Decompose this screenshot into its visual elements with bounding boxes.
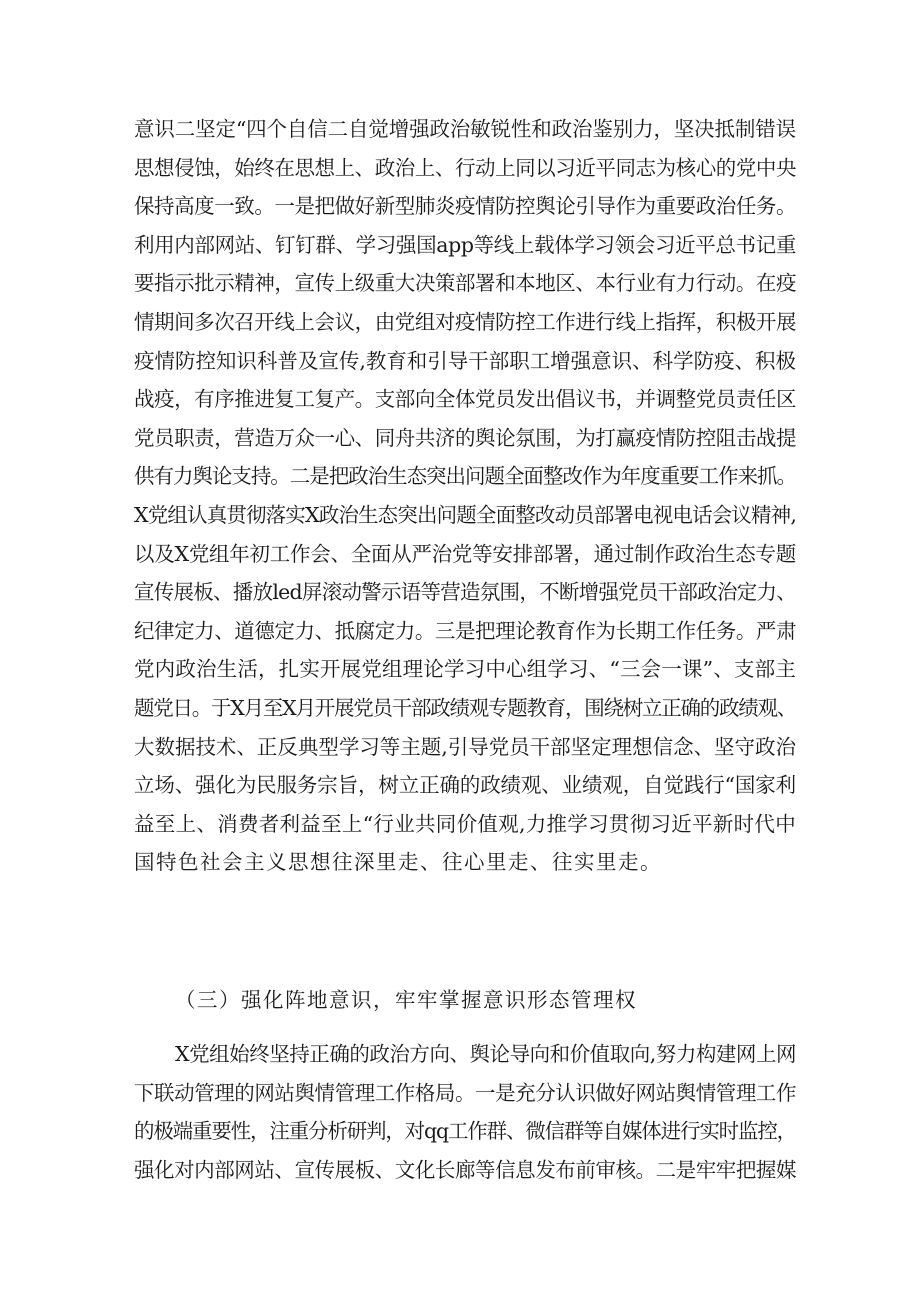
text-line: 宣传展板、播放led屏滚动警示语等营造氛围，不断增强党员干部政治定力、 <box>134 580 796 605</box>
text-line: 保持高度一致。一是把做好新型肺炎疫情防控舆论引导作为重要政治任务。 <box>134 194 796 219</box>
text-line: 的极端重要性，注重分析研判，对qq工作群、微信群等自媒体进行实时监控， <box>134 1119 796 1144</box>
text-line: 下联动管理的网站舆情管理工作格局。一是充分认识做好网站舆情管理工作 <box>134 1080 796 1105</box>
text-line: 利用内部网站、钉钉群、学习强国app等线上载体学习领会习近平总书记重 <box>134 232 796 257</box>
text-line: 战疫，有序推进复工复产。支部向全体党员发出倡议书，并调整党员责任区 <box>134 387 796 412</box>
text-line: 纪律定力、道德定力、抵腐定力。三是把理论教育作为长期工作任务。严肃 <box>134 618 796 643</box>
text-line: 疫情防控知识科普及宣传,教育和引导干部职工增强意识、科学防疫、积极 <box>134 348 796 373</box>
text-line: 以及X党组年初工作会、全面从严治党等安排部署，通过制作政治生态专题 <box>134 541 796 566</box>
text-line: X党组始终坚持正确的政治方向、舆论导向和价值取向,努力构建网上网 <box>175 1042 796 1066</box>
text-line: 情期间多次召开线上会议，由党组对疫情防控工作进行线上指挥，积极开展 <box>134 309 796 334</box>
section-heading-text: （三）强化阵地意识，牢牢掌握意识形态管理权 <box>175 988 637 1012</box>
text-line: 供有力舆论支持。二是把政治生态突出问题全面整改作为年度重要工作来抓。 <box>134 464 796 489</box>
text-line: 意识二坚定“四个自信二自觉增强政治敏锐性和政治鉴别力，坚决抵制错误 <box>134 117 796 141</box>
text-line: X党组认真贯彻落实X政治生态突出问题全面整改动员部署电视电话会议精神, <box>134 502 797 527</box>
text-line: 题党日。于X月至X月开展党员干部政绩观专题教育，围绕树立正确的政绩观、 <box>134 695 796 720</box>
paragraph-political-awareness <box>134 110 796 882</box>
text-line: 党员职责，营造万众一心、同舟共济的舆论氛围，为打赢疫情防控阻击战提 <box>134 425 796 450</box>
text-line: 立场、强化为民服务宗旨，树立正确的政绩观、业绩观，自觉践行“国家利 <box>134 773 796 798</box>
section-heading <box>134 981 796 1020</box>
paragraph-position-awareness <box>134 1035 796 1189</box>
text-line: 要指示批示精神，宣传上级重大决策部署和本地区、本行业有力行动。在疫 <box>134 271 796 296</box>
text-line: 强化对内部网站、宣传展板、文化长廊等信息发布前审核。二是牢牢把握媒 <box>134 1157 796 1182</box>
text-line: 益至上、消费者利益至上“行业共同价值观,力推学习贯彻习近平新时代中 <box>134 811 796 836</box>
text-line: 思想侵蚀，始终在思想上、政治上、行动上同以习近平同志为核心的党中央 <box>134 155 796 180</box>
text-line: 国特色社会主义思想往深里走、往心里走、往实里走。 <box>134 850 662 875</box>
text-line: 大数据技术、正反典型学习等主题,引导党员干部坚定理想信念、坚守政治 <box>134 734 796 759</box>
text-line: 党内政治生活，扎实开展党组理论学习中心组学习、“三会一课”、支部主 <box>134 657 796 682</box>
